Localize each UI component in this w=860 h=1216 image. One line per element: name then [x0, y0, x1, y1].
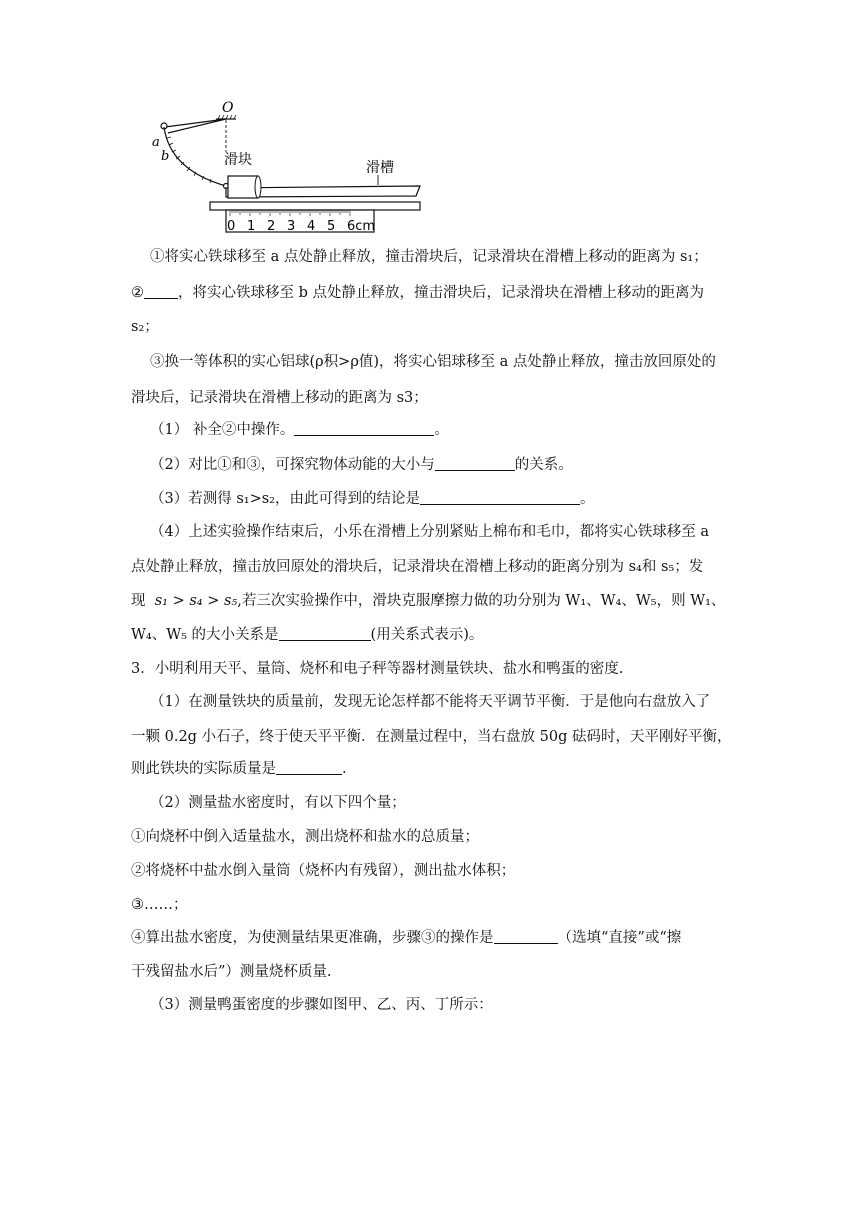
q2-sub1-prefix: （1） 补全②中操作。 [150, 422, 295, 438]
q2-sub4-line3-prefix: 现 [131, 593, 146, 609]
ruler-label: 0 [227, 219, 236, 234]
label-slider: 滑块 [224, 152, 252, 168]
q3-p1-line3-end: . [342, 761, 347, 777]
q2-sub4-line4 [131, 625, 483, 645]
ruler-label: 3 [287, 219, 296, 234]
q3-p2: （2）测量盐水密度时，有以下四个量； [150, 795, 406, 811]
q2-sub4-line4-end: (用关系式表示)。 [370, 627, 484, 643]
q2-sub1-end: 。 [434, 422, 449, 438]
q2-sub3 [150, 489, 595, 509]
q3-s1: ①向烧杯中倒入适量盐水，测出烧杯和盐水的总质量； [131, 829, 479, 845]
q3-p1-blank[interactable] [276, 760, 342, 775]
q2-sub1-blank[interactable] [294, 421, 434, 436]
q3-p1-line2: 一颗 0.2g 小石子，终于使天平平衡．在测量过程中，当右盘放 50g 砝码时，天平刚好平衡， [131, 729, 732, 745]
ruler-label: 5 [327, 219, 336, 234]
q3-p1-line3-prefix: 则此铁块的实际质量是 [131, 761, 276, 777]
q2-sub3-blank[interactable] [420, 490, 580, 505]
q3-intro: 3．小明利用天平、量筒、烧杯和电子秤等器材测量铁块、盐水和鸭蛋的密度. [131, 661, 624, 677]
ruler-label: 2 [267, 219, 276, 234]
q2-sub2 [150, 455, 573, 475]
label-b: b [161, 149, 170, 164]
q2-sub2-blank[interactable] [435, 456, 515, 471]
q3-s2: ②将烧杯中盐水倒入量筒（烧杯内有残留），测出盐水体积； [131, 863, 516, 879]
ruler-label: 6cm [347, 219, 376, 234]
q2-step2-end: s₂； [131, 319, 159, 335]
q2-sub2-end: 的关系。 [514, 457, 573, 473]
apparatus-diagram [140, 100, 440, 240]
q3-s4-blank[interactable] [494, 929, 558, 944]
q2-sub2-prefix: （2）对比①和③，可探究物体动能的大小与 [150, 457, 435, 473]
q2-sub4-math: s₁ > s₄ > s₅ [154, 593, 238, 609]
label-o: O [222, 100, 234, 116]
q2-step3-line2: 滑块后，记录滑块在滑槽上移动的距离为 s3； [131, 390, 428, 406]
q2-step2-rest: ，将实心铁球移至 b 点处静止释放，撞击滑块后，记录滑块在滑槽上移动的距离为 [178, 285, 704, 301]
q2-sub4-line2: 点处静止释放，撞击放回原处的滑块后，记录滑块在滑槽上移动的距离分别为 s₄和 s₅；发 [131, 559, 704, 575]
q2-sub3-prefix: （3）若测得 s₁>s₂，由此可得到的结论是 [150, 491, 420, 507]
q2-sub4-line1: （4）上述实验操作结束后，小乐在滑槽上分别紧贴上棉布和毛巾，都将实心铁球移至 a [150, 524, 709, 540]
q3-p3: （3）测量鸭蛋密度的步骤如图甲、乙、丙、丁所示： [150, 997, 493, 1013]
q2-sub4-blank[interactable] [279, 626, 371, 641]
q2-step2-blank[interactable] [144, 284, 178, 299]
q3-s3: ③……； [131, 897, 188, 913]
q3-s4-prefix: ④算出盐水密度，为使测量结果更准确，步骤③的操作是 [131, 930, 494, 946]
ruler-label: 4 [307, 219, 316, 234]
apparatus-figure [140, 100, 440, 240]
q2-sub4-line3-rest: ,若三次实验操作中，滑块克服摩擦力做的功分别为 W₁、W₄、W₅，则 W₁、 [237, 593, 726, 609]
q2-step2 [131, 283, 704, 303]
q2-step2-prefix: ② [131, 285, 144, 301]
q2-sub4-line4-prefix: W₄、W₅ 的大小关系是 [131, 627, 279, 643]
q2-sub4-line3 [131, 591, 725, 611]
ruler-label: 1 [247, 219, 256, 234]
label-groove: 滑槽 [366, 160, 394, 176]
q3-s4-rest: （选填“直接”或“擦 [557, 930, 682, 946]
q2-sub1 [150, 420, 449, 440]
q2-sub3-end: 。 [580, 491, 595, 507]
q3-p1-line3 [131, 759, 347, 779]
q3-s4-line2: 干残留盐水后”）测量烧杯质量. [131, 964, 332, 980]
q2-step1: ①将实心铁球移至 a 点处静止释放，撞击滑块后，记录滑块在滑槽上移动的距离为 s₁； [150, 249, 708, 265]
q3-p1-line1: （1）在测量铁块的质量前，发现无论怎样都不能将天平调节平衡．于是他向右盘放入了 [150, 694, 711, 710]
label-a: a [152, 135, 160, 150]
q3-s4 [131, 928, 681, 948]
q2-step3-line1: ③换一等体积的实心铝球(ρ积>ρ值)，将实心铝球移至 a 点处静止释放，撞击放回原处的 [150, 354, 716, 370]
